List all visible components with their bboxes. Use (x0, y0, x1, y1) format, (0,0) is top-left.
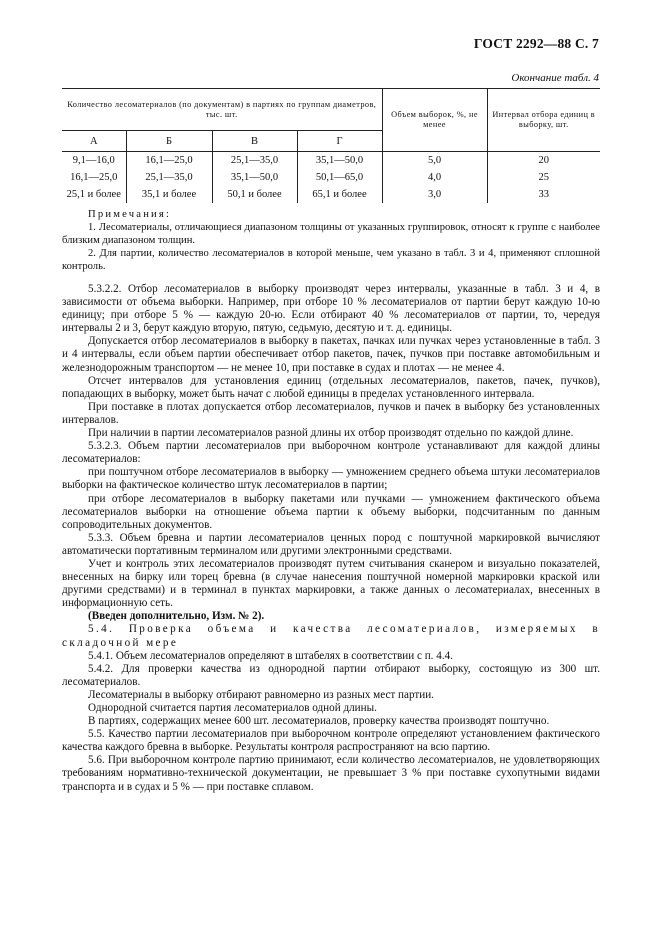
group-v-header: В (212, 131, 297, 152)
table-cell: 35,1—50,0 (297, 152, 382, 170)
paragraph: при поштучном отборе лесоматериалов в выборку — умножением среднего объема штуки лесоматериалов выборки на фактическое количество штук лесоматериалов в партии; (62, 466, 600, 492)
table-cell: 9,1—16,0 (72, 155, 115, 166)
table-cell: 65,1 и более (297, 186, 382, 203)
paragraph: 5.4.1. Объем лесоматериалов определяют в штабелях в соответствии с п. 4.4. (88, 649, 453, 662)
table-cell: 35,1—50,0 (212, 169, 297, 186)
table-cell: 16,1—25,0 (70, 172, 118, 183)
note-item: 2. Для партии, количество лесоматериалов в которой меньше, чем указано в табл. 3 и 4, применяют сплошной контроль. (62, 248, 600, 272)
table-cell: 3,0 (382, 186, 487, 203)
paragraph: Допускается отбор лесоматериалов в выборку в пакетах, пачках или пучках через установленные в табл. 3 и 4 интервалы, если объем партии обеспечивает отбор пакетов, пачек, пучков при поставке автомобильным и железнодорожным транспортом — не менее 10, при поставке в судах и плотах — не менее 4. (62, 335, 600, 374)
table-cell: 50,1 и более (212, 186, 297, 203)
group-g-header: Г (297, 131, 382, 152)
paragraph: 5.4.2. Для проверки качества из однородной партии отбирают выборку, состоящую из 300 шт. лесоматериалов. (62, 662, 600, 688)
table-cell: 33 (487, 186, 600, 203)
paragraph: 5.3.2.3. Объем партии лесоматериалов при выборочном контроле устанавливают для каждой длины лесоматериалов: (62, 440, 600, 466)
table-cell: 25,1—35,0 (212, 152, 297, 170)
table-cell: 35,1 и более (126, 186, 212, 203)
paragraph: Лесоматериалы в выборку отбирают равномерно из разных мест партии. (88, 688, 434, 701)
table-continuation-label: Окончание табл. 4 (511, 72, 599, 84)
interval-header: Интервал отбора единиц в выборку, шт. (487, 89, 600, 152)
group-b-header: Б (126, 131, 212, 152)
note-item: 1. Лесоматериалы, отличающиеся диапазоном толщины от указанных группировок, относят к группе с наиболее близким диапазоном толщин. (62, 222, 600, 246)
paragraph: При наличии в партии лесоматериалов разной длины их отбор производят отдельно по каждой длине. (88, 427, 574, 440)
table-cell: 5,0 (382, 152, 487, 170)
paragraph: при отборе лесоматериалов в выборку пакетами или пучками — умножением фактического объема лесоматериалов выборки на отношение объема партии к объему выборки, подсчитанным по данным сопроводительных документов. (62, 492, 600, 531)
table-cell: 20 (487, 152, 600, 170)
page-header-title: ГОСТ 2292—88 С. 7 (473, 36, 599, 51)
group-header: Количество лесоматериалов (по документам) в партиях по группам диаметров, тыс. шт. (62, 89, 382, 131)
paragraph: Однородной считается партия лесоматериалов одной длины. (88, 702, 377, 714)
section-heading: 5.4. Проверка объема и качества лесоматериалов, измеряемых в складочной мере (62, 623, 600, 649)
table-row (62, 152, 600, 170)
table-cell: 16,1—25,0 (126, 152, 212, 170)
paragraph: Учет и контроль этих лесоматериалов производят путем считывания сканером и визуально показателей, внесенных на бирку или торец бревна (в случае нанесения поштучной номерной маркировки краской или другими средствами) и в терминал в пунктах маркировки, а также данных о лесоматериалах, внесенных в информационную сеть. (62, 557, 600, 610)
table-cell: 50,1—65,0 (297, 169, 382, 186)
main-text (62, 283, 600, 794)
table-cell: 4,0 (382, 169, 487, 186)
paragraph: 5.5. Качество партии лесоматериалов при выборочном контроле определяют установлением фактического качества каждого бревна в выборке. Результаты контроля распространяют на всю партию. (62, 728, 600, 754)
table-row (62, 169, 600, 186)
table-cell: 25,1—35,0 (126, 169, 212, 186)
table-cell: 25,1 и более (66, 189, 121, 200)
notes-title: Примечания: (88, 209, 172, 220)
table-cell: 25 (487, 169, 600, 186)
group-a-header: А (62, 131, 126, 152)
paragraph: Отсчет интервалов для установления единиц (отдельных лесоматериалов, пакетов, пачек, пучков), попадающих в выборку, может быть начат с любой единицы в пределах установленного интервала. (62, 374, 600, 400)
paragraph: При поставке в плотах допускается отбор лесоматериалов, пучков и пачек в выборку без установленных интервалов. (62, 400, 600, 426)
paragraph: 5.3.2.2. Отбор лесоматериалов в выборку производят через интервалы, указанные в табл. 3 и 4, в зависимости от объема выборки. Например, при отборе 10 % лесоматериалов от партии берут каждую 10-ю единицу; при отборе 5 % — каждую 20-ю. Если отбирают 40 % лесоматериалов от партии, то, чередуя интервалы 2 и 3, берут каждую вторую, пятую, седьмую, десятую и т. д. единицы. (62, 283, 600, 335)
amendment-note: (Введен дополнительно, Изм. № 2). (88, 610, 265, 623)
table-row (62, 186, 600, 203)
notes-block (62, 208, 600, 273)
sample-volume-header: Объем выборок, %, не менее (382, 89, 487, 152)
paragraph: 5.3.3. Объем бревна и партии лесоматериалов ценных пород с поштучной маркировкой вычисляют автоматически портативным терминалом или другими электронными средствами. (62, 531, 600, 557)
paragraph: 5.6. При выборочном контроле партию принимают, если количество лесоматериалов, не удовлетворяющих требованиям нормативно-технической документации, не превышает 3 % при поставке сухопутными видами транспорта и в судах и 5 % — при поставке сплавом. (62, 754, 600, 793)
paragraph: В партиях, содержащих менее 600 шт. лесоматериалов, проверку качества производят поштучно. (88, 715, 550, 728)
table-4 (62, 88, 600, 203)
